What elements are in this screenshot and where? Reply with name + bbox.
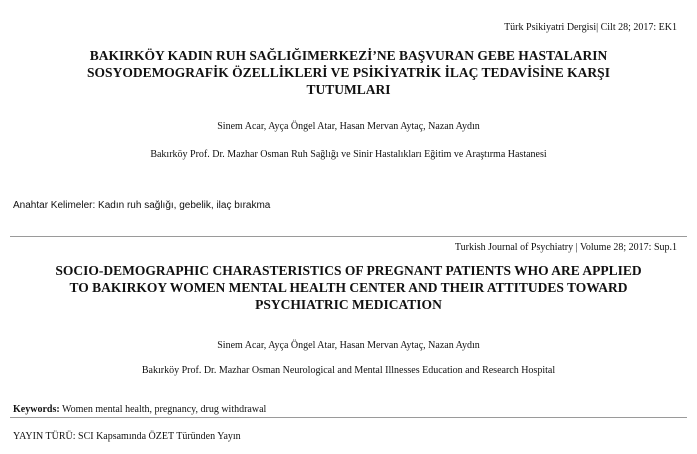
title-line: TUTUMLARI	[306, 82, 391, 97]
affiliation-tr: Bakırköy Prof. Dr. Mazhar Osman Ruh Sağlığı ve Sinir Hastalıkları Eğitim ve Araştırma Hastanesi	[150, 149, 547, 160]
keywords-value-tr: Kadın ruh sağlığı, gebelik, ilaç bırakma	[98, 200, 271, 211]
keywords-label-en: Keywords:	[13, 404, 60, 415]
journal-citation-en: Turkish Journal of Psychiatry | Volume 28; 2017: Sup.1	[454, 242, 677, 253]
authors-tr: Sinem Acar, Ayça Öngel Atar, Hasan Mervan Aytaç, Nazan Aydın	[217, 121, 480, 132]
title-line: SOCIO-DEMOGRAPHIC CHARASTERISTICS OF PREGNANT PATIENTS WHO ARE APPLIED	[55, 263, 642, 278]
title-line: BAKIRKÖY KADIN RUH SAĞLIĞIMERKEZİ’NE BAŞVURAN GEBE HASTALARIN	[89, 48, 608, 63]
article-title-tr	[0, 47, 697, 98]
keywords-label-tr: Anahtar Kelimeler:	[13, 200, 96, 211]
section-divider	[10, 236, 687, 237]
journal-citation-tr: Türk Psikiyatri Dergisi| Cilt 28; 2017: EK1	[504, 22, 677, 33]
keywords-en	[13, 404, 266, 415]
affiliation-en: Bakırköy Prof. Dr. Mazhar Osman Neurological and Mental Illnesses Education and Research Hospital	[141, 365, 556, 376]
authors-en: Sinem Acar, Ayça Öngel Atar, Hasan Mervan Aytaç, Nazan Aydın	[217, 340, 480, 351]
title-line: SOSYODEMOGRAFİK ÖZELLİKLERİ VE PSİKİYATRİK İLAÇ TEDAVİSİNE KARŞI	[87, 65, 610, 80]
title-line: TO BAKIRKOY WOMEN MENTAL HEALTH CENTER AND THEIR ATTITUDES TOWARD	[69, 280, 628, 295]
keywords-value-en: Women mental health, pregnancy, drug withdrawal	[62, 404, 267, 415]
keywords-tr	[13, 200, 270, 211]
title-line: PSYCHIATRIC MEDICATION	[255, 297, 442, 312]
publication-type: YAYIN TÜRÜ: SCI Kapsamında ÖZET Türünden Yayın	[13, 431, 241, 442]
article-title-en	[0, 262, 697, 313]
keywords-divider	[10, 417, 687, 418]
